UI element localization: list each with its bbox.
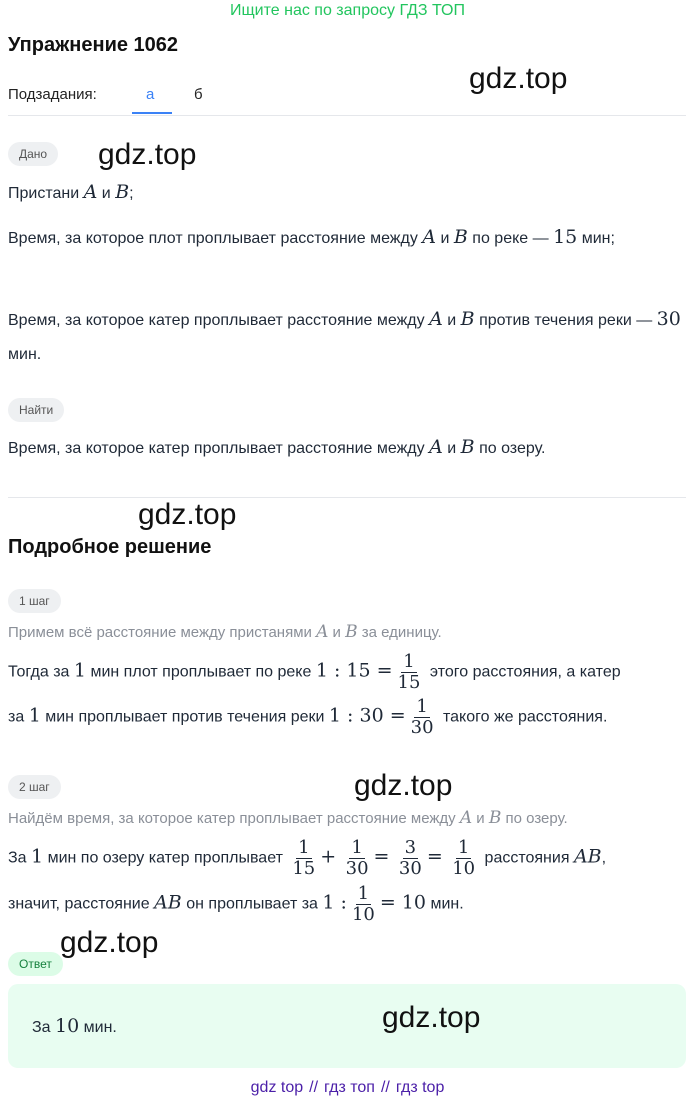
watermark: gdz.top [60, 926, 159, 959]
watermark: gdz.top [98, 138, 197, 171]
step-1-line-2: за 1 мин проплывает против течения реки 1 : 30 = $\frac{1}{30}$ такого же расстояния. [8, 696, 608, 738]
step-2-chip: 2 шаг [8, 775, 61, 799]
given-line-1: Пристани A и B; [8, 181, 134, 203]
solution-heading: Подробное решение [8, 536, 212, 558]
footer-separator: // [309, 1079, 319, 1096]
find-chip: Найти [8, 398, 64, 422]
watermark: gdz.top [382, 1001, 481, 1034]
watermark: gdz.top [354, 769, 453, 802]
tab-subtask-a[interactable]: а [146, 86, 155, 103]
fraction: $\frac{3}{30}$ [398, 837, 422, 879]
watermark: gdz.top [138, 498, 237, 531]
subtasks-label: Подзадания: [8, 86, 97, 103]
step-2-line-1: За 1 мин по озеру катер проплывает $\frac{1}{15}$ + $\frac{1}{30}$ = $\frac{3}{30}$ = $\frac{1}{10}$ расстояния AB, [8, 837, 607, 879]
footer-links [0, 1079, 695, 1097]
fraction: $\frac{1}{30}$ [410, 696, 434, 738]
divider [8, 497, 686, 498]
active-tab-indicator [132, 112, 172, 114]
footer-separator: // [380, 1079, 390, 1096]
footer-link-2[interactable]: гдз топ [324, 1079, 375, 1096]
answer-text: За 10 мин. [32, 1015, 117, 1037]
divider [8, 115, 686, 116]
footer-link-1[interactable]: gdz top [250, 1079, 304, 1096]
find-line-1: Время, за которое катер проплывает расстояние между A и B по озеру. [8, 436, 546, 458]
given-chip: Дано [8, 142, 58, 166]
fraction: $\frac{1}{15}$ [397, 651, 421, 693]
tab-subtask-b[interactable]: б [194, 86, 203, 103]
step-2-line-2: значит, расстояние AB он проплывает за 1 : $\frac{1}{10}$ = 10 мин. [8, 883, 464, 925]
step-2-hint: Найдём время, за которое катер проплывает расстояние между A и B по озеру. [8, 808, 568, 828]
fraction: $\frac{1}{10}$ [351, 883, 375, 925]
watermark: gdz.top [469, 62, 568, 95]
fraction: $\frac{1}{10}$ [452, 837, 476, 879]
fraction: $\frac{1}{30}$ [345, 837, 369, 879]
fraction: $\frac{1}{15}$ [292, 837, 316, 879]
answer-chip: Ответ [8, 952, 63, 976]
step-1-chip: 1 шаг [8, 589, 61, 613]
promo-banner[interactable]: Ищите нас по запросу ГДЗ ТОП [230, 2, 465, 19]
footer-link-3[interactable]: гдз top [395, 1079, 445, 1096]
given-line-3: Время, за которое катер проплывает расстояние между A и B против течения реки — 30 мин. [8, 308, 681, 363]
page-title: Упражнение 1062 [8, 34, 179, 56]
step-1-hint: Примем всё расстояние между пристанями A и B за единицу. [8, 622, 442, 642]
given-line-2: Время, за которое плот проплывает расстояние между A и B по реке — 15 мин; [8, 226, 615, 248]
step-1-line-1: Тогда за 1 мин плот проплывает по реке 1 : 15 = $\frac{1}{15}$ этого расстояния, а катер [8, 651, 621, 693]
